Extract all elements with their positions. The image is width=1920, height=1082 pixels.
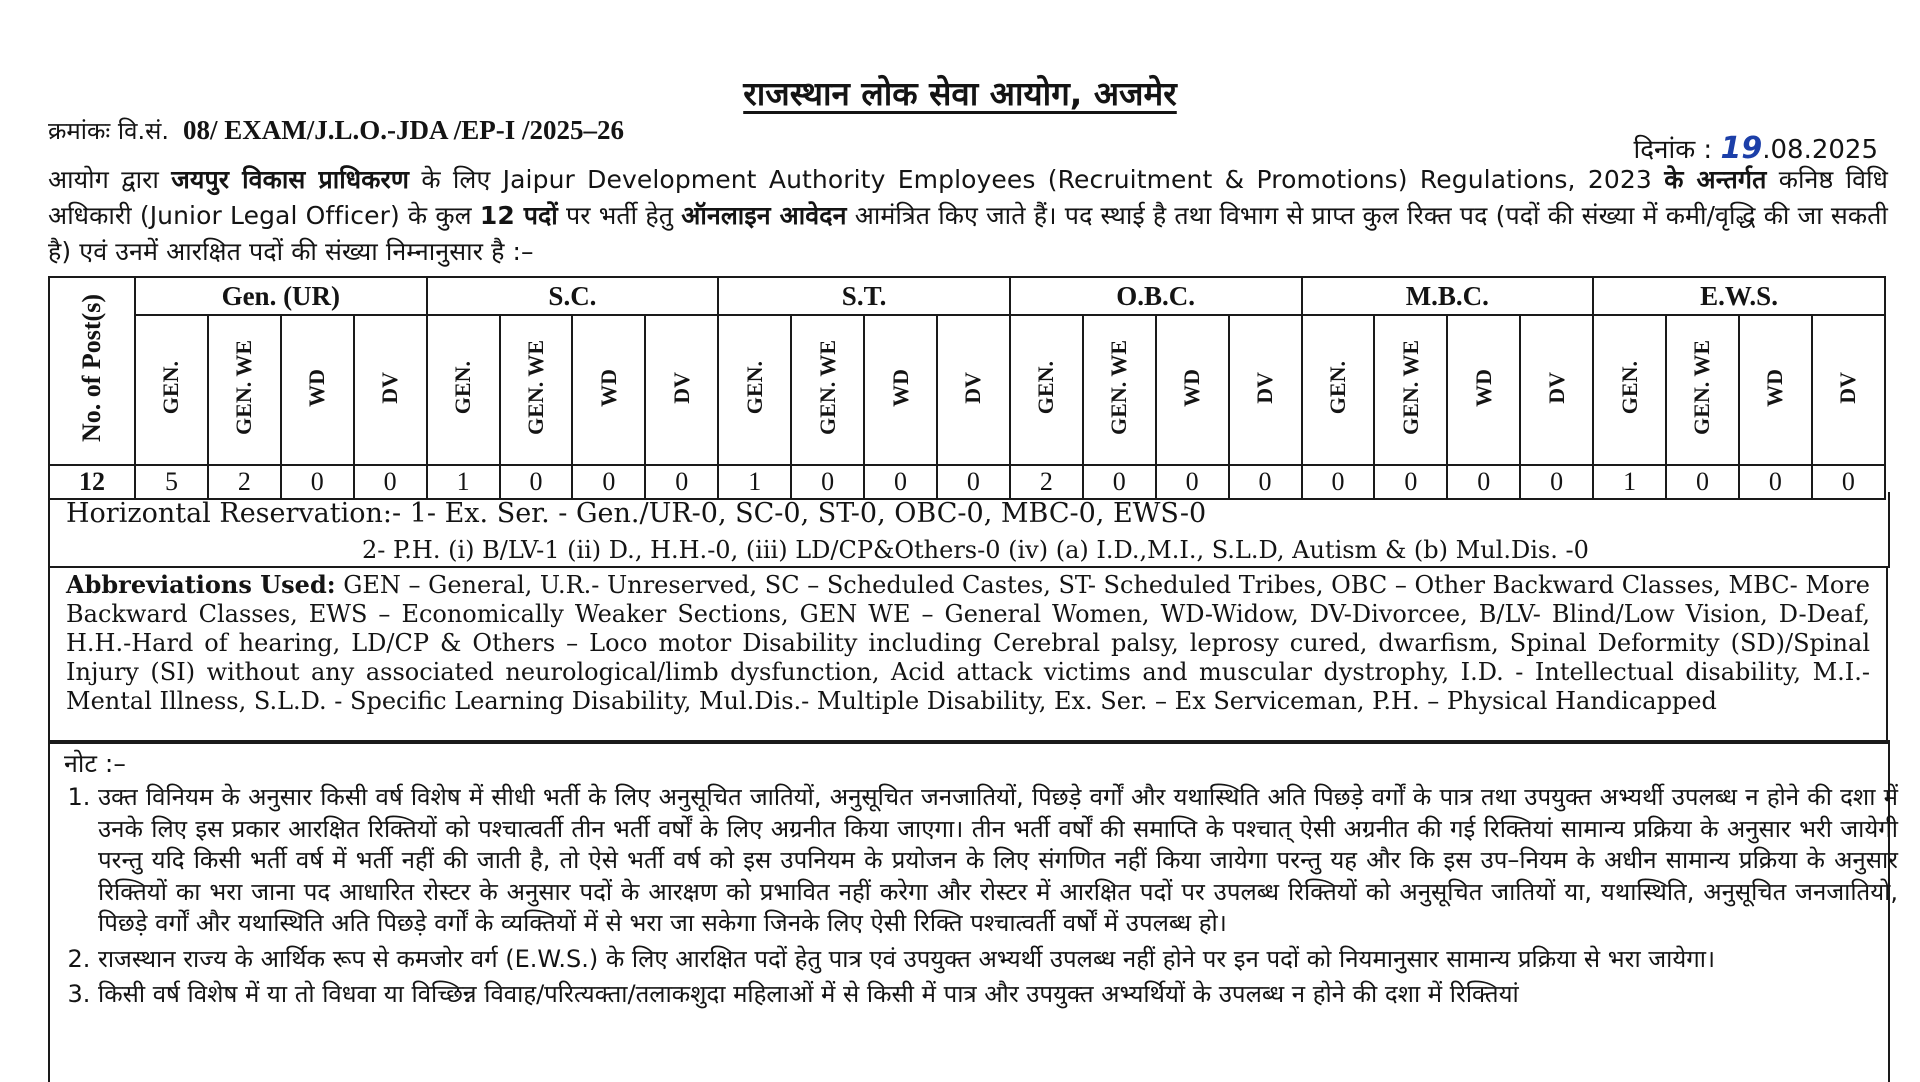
reservation-table bbox=[48, 276, 1886, 500]
post-count-cell: 1 bbox=[427, 465, 500, 499]
abbreviations-label: Abbreviations Used: bbox=[66, 570, 336, 599]
total-posts-text: 12 पदों bbox=[479, 201, 558, 230]
category-group-header: O.B.C. bbox=[1010, 277, 1302, 315]
note-item: 2. राजस्थान राज्य के आर्थिक रूप से कमजोर वर्ग (E.W.S.) के लिए आरक्षित पदों हेतु पात्र एवं उपयुक्त अभ्यर्थी उपलब्ध नहीं होने पर इन पदों को नियमानुसार सामान्य प्रक्रिया से भरा जायेगा। bbox=[98, 944, 1898, 976]
reference-label: क्रमांकः वि.सं. bbox=[48, 117, 169, 145]
category-group-header: S.C. bbox=[427, 277, 719, 315]
post-count-cell: 0 bbox=[1447, 465, 1520, 499]
subcategory-header: GEN. WE bbox=[208, 315, 281, 465]
notice-date bbox=[1634, 130, 1879, 166]
post-count-cell: 0 bbox=[572, 465, 645, 499]
subcategory-header: DV bbox=[645, 315, 718, 465]
post-count-cell: 1 bbox=[1593, 465, 1666, 499]
subcategory-header: WD bbox=[281, 315, 354, 465]
online-application-text: ऑनलाइन आवेदन bbox=[681, 201, 847, 230]
table-subheader-row bbox=[49, 315, 1885, 465]
post-count-cell: 0 bbox=[1812, 465, 1885, 499]
subcategory-header: GEN. bbox=[1593, 315, 1666, 465]
post-count-cell: 0 bbox=[500, 465, 573, 499]
subcategory-header: DV bbox=[1812, 315, 1885, 465]
abbreviations-text: GEN – General, U.R.- Unreserved, SC – Scheduled Castes, ST- Scheduled Tribes, OBC – Other Backward Classes, MBC- More Backward Classes, EWS – Economically Weaker Sections, GEN WE – General Women, WD-Widow, DV-Divorcee, B/LV- Blind/Low Vision, D-Deaf, H.H.-Hard of hearing, LD/CP & Others – Loco motor Disability including Cerebral palsy, leprosy cured, dwarfism, Spinal Deformity (SD)/Spinal Injury (SI) without any associated neurological/limb dysfunction, Acid attack victims and muscular dystrophy, I.D. - Intellectual disability, M.I.- Mental Illness, S.L.D. - Specific Learning Disability, Mul.Dis.- Multiple Disability, Ex. Ser. – Ex Serviceman, P.H. – Physical Handicapped bbox=[66, 571, 1871, 715]
reference-value: 08/ EXAM/J.L.O.-JDA /EP-I /2025–26 bbox=[182, 115, 624, 145]
note-item: 3. किसी वर्ष विशेष में या तो विधवा या विच्छिन्न विवाह/परित्यक्ता/तलाकशुदा महिलाओं में से किसी में पात्र और उपयुक्त अभ्यर्थियों के उपलब्ध न होने की दशा में रिक्तियां bbox=[98, 979, 1898, 1011]
subcategory-header: GEN. WE bbox=[500, 315, 573, 465]
horizontal-reservation-line2: 2- P.H. (i) B/LV-1 (ii) D., H.H.-0, (iii) LD/CP&Others-0 (iv) (a) I.D.,M.I., S.L.D, Autism & (b) Mul.Dis. -0 bbox=[362, 536, 1589, 564]
note-item: 1. उक्त विनियम के अनुसार किसी वर्ष विशेष में सीधी भर्ती के लिए अनुसूचित जातियों, अनुसूचित जनजातियों, पिछड़े वर्गों और यथास्थिति अति पिछड़े वर्गों के पात्र तथा उपयुक्त अभ्यर्थी उपलब्ध न होने की दशा में उनके लिए इस प्रकार आरक्षित रिक्तियों को पश्चात्वर्ती तीन भर्ती वर्षों के लिए अग्रनीत किया जाएगा। तीन भर्ती वर्षों की समाप्ति के पश्चात् ऐसी अग्रनीत की गई रिक्तियां सामान्य प्रक्रिया के अनुसार भरी जायेगी परन्तु यदि किसी भर्ती वर्ष में भर्ती नहीं की जाती है, तो ऐसे भर्ती वर्ष को इस उपनियम के प्रयोजन के लिए संगणित नहीं किया जायेगा परन्तु यह और कि इस उप–नियम के अधीन सामान्य प्रक्रिया के अनुसार रिक्तियों का भरा जाना पद आधारित रोस्टर के अनुसार पदों के आरक्षण को प्रभावित नहीं करेगा और रोस्टर में आरक्षित पदों पर उपलब्ध रिक्तियों को अनुसूचित जातियों या, यथास्थिति, अनुसूचित जनजातियो, पिछड़े वर्गों और यथास्थिति अति पिछड़े वर्गों के व्यक्तियों में से भरा जा सकेगा जिनके लिए ऐसी रिक्ति पश्चात्वर्ती वर्षों में उपलब्ध हो। bbox=[98, 782, 1898, 940]
subcategory-header: GEN. WE bbox=[1083, 315, 1156, 465]
category-group-header: S.T. bbox=[718, 277, 1010, 315]
post-count-cell: 0 bbox=[864, 465, 937, 499]
subcategory-header: WD bbox=[572, 315, 645, 465]
post-count-cell: 2 bbox=[1010, 465, 1083, 499]
subcategory-header: GEN. bbox=[1010, 315, 1083, 465]
organization-name: जयपुर विकास प्राधिकरण bbox=[171, 165, 410, 194]
subcategory-header: WD bbox=[864, 315, 937, 465]
post-count-cell: 0 bbox=[791, 465, 864, 499]
subcategory-header: DV bbox=[1520, 315, 1593, 465]
subcategory-header: GEN. WE bbox=[791, 315, 864, 465]
post-count-cell: 0 bbox=[1083, 465, 1156, 499]
reference-number bbox=[48, 114, 624, 147]
post-count-cell: 0 bbox=[1374, 465, 1447, 499]
subcategory-header: GEN. WE bbox=[1666, 315, 1739, 465]
post-count-cell: 1 bbox=[718, 465, 791, 499]
subcategory-header: WD bbox=[1447, 315, 1520, 465]
posts-column-header: No. of Post(s) bbox=[49, 277, 135, 465]
subcategory-header: DV bbox=[354, 315, 427, 465]
subcategory-header: WD bbox=[1156, 315, 1229, 465]
subcategory-header: GEN. bbox=[135, 315, 208, 465]
post-count-cell: 0 bbox=[645, 465, 718, 499]
subcategory-header: GEN. WE bbox=[1374, 315, 1447, 465]
subcategory-header: WD bbox=[1739, 315, 1812, 465]
date-day-handwritten: 19 bbox=[1720, 131, 1763, 166]
category-group-header: E.W.S. bbox=[1593, 277, 1885, 315]
total-posts-cell: 12 bbox=[49, 465, 135, 499]
post-count-cell: 0 bbox=[1156, 465, 1229, 499]
abbreviations-box bbox=[48, 566, 1888, 744]
subcategory-header: DV bbox=[1229, 315, 1302, 465]
subcategory-header: GEN. bbox=[1302, 315, 1375, 465]
table-group-header-row bbox=[49, 277, 1885, 315]
subcategory-header: GEN. bbox=[718, 315, 791, 465]
notes-section bbox=[48, 740, 1898, 1082]
post-count-cell: 0 bbox=[1302, 465, 1375, 499]
horizontal-reservation bbox=[48, 492, 1890, 568]
post-count-cell: 0 bbox=[1520, 465, 1593, 499]
subcategory-header: GEN. bbox=[427, 315, 500, 465]
notes-heading: नोट :– bbox=[64, 749, 126, 778]
post-count-cell: 5 bbox=[135, 465, 208, 499]
category-group-header: Gen. (UR) bbox=[135, 277, 427, 315]
page-title: राजस्थान लोक सेवा आयोग, अजमेर bbox=[743, 74, 1177, 113]
horizontal-reservation-line1: Horizontal Reservation:- 1- Ex. Ser. - Gen./UR-0, SC-0, ST-0, OBC-0, MBC-0, EWS-0 bbox=[66, 498, 1207, 529]
post-count-cell: 0 bbox=[1229, 465, 1302, 499]
date-month-year: .08.2025 bbox=[1762, 135, 1878, 165]
post-count-cell: 0 bbox=[354, 465, 427, 499]
notes-list bbox=[64, 782, 1898, 1015]
post-count-cell: 0 bbox=[281, 465, 354, 499]
date-label: दिनांक : bbox=[1633, 135, 1713, 165]
intro-paragraph: आयोग द्वारा जयपुर विकास प्राधिकरण के लिए Jaipur Development Authority Employees (Recruitment & Promotions) Regulations, 2023 के अन्तर्गत कनिष्ठ विधि अधिकारी (Junior Legal Officer) के कुल 12 पदों पर भर्ती हेतु ऑनलाइन आवेदन आमंत्रित किए जाते हैं। पद स्थाई है तथा विभाग से प्राप्त कुल रिक्त पद (पदों की संख्या में कमी/वृद्धि की जा सकती है) एवं उनमें आरक्षित पदों की संख्या निम्नानुसार है :– bbox=[48, 165, 1889, 266]
subcategory-header: DV bbox=[937, 315, 1010, 465]
post-count-cell: 0 bbox=[1739, 465, 1812, 499]
post-count-cell: 2 bbox=[208, 465, 281, 499]
category-group-header: M.B.C. bbox=[1302, 277, 1594, 315]
post-count-cell: 0 bbox=[937, 465, 1010, 499]
post-count-cell: 0 bbox=[1666, 465, 1739, 499]
